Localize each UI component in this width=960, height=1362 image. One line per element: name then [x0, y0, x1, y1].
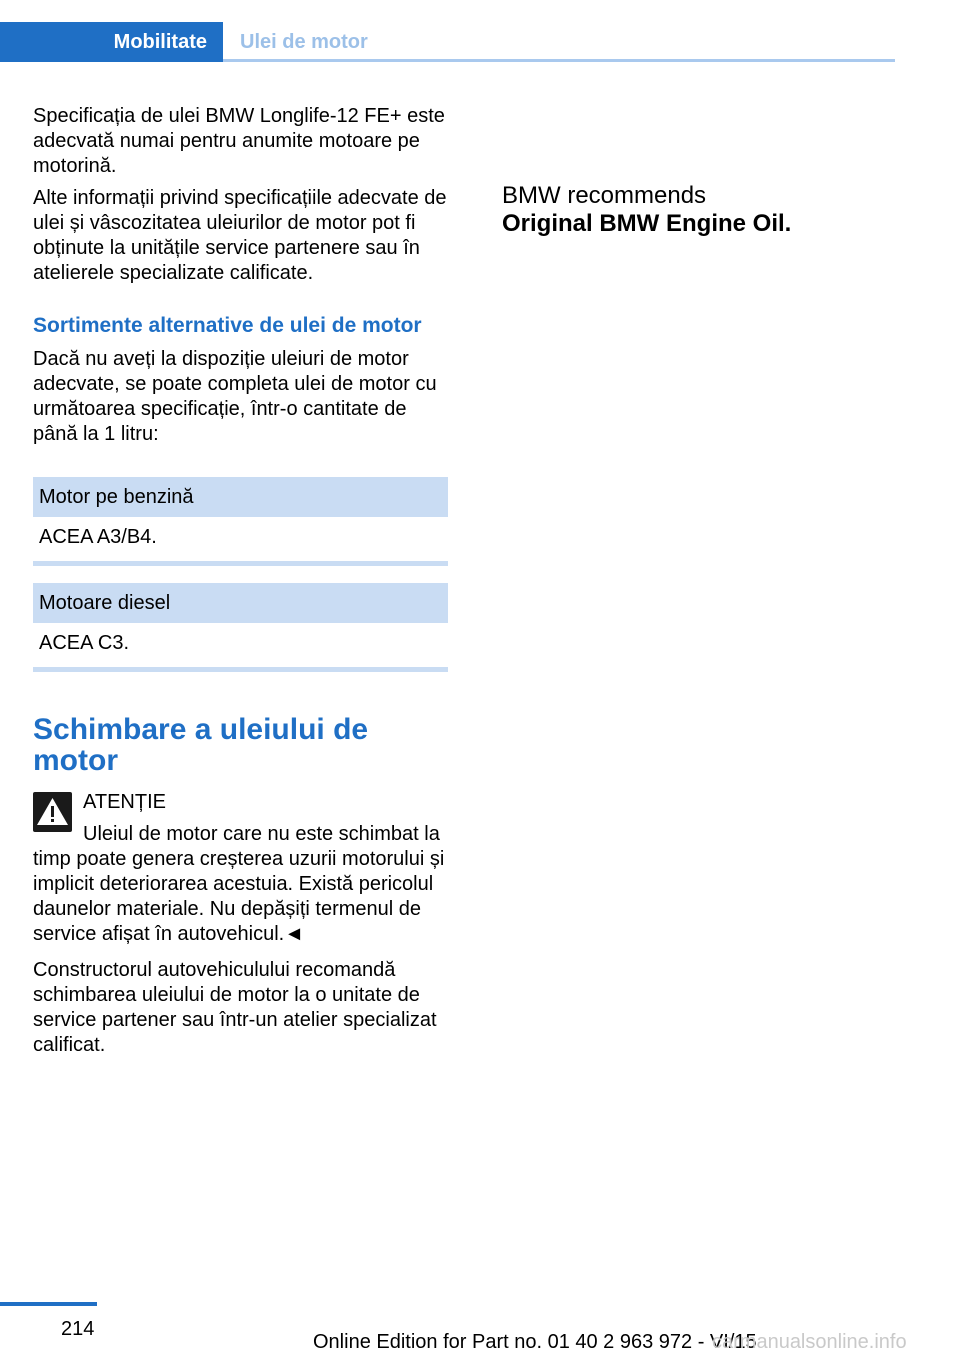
- paragraph-info: Alte informații privind specificațiile adecvate de ulei și vâscozitatea uleiurilor de motor pot fi obținute la unitățile service partenere sau în atelierele specializate calificate.: [33, 187, 447, 284]
- heading-oil-change: Schimbare a uleiului de motor: [33, 713, 369, 777]
- ad-line-oil: Original BMW Engine Oil.: [502, 210, 792, 237]
- paragraph-alternative: Dacă nu aveți la dispoziție uleiuri de motor adecvate, se poate completa ulei de motor cu următoarea specificație, într-o cantitate de până la 1 litru:: [33, 348, 437, 445]
- table-cell: ACEA C3.: [39, 632, 130, 654]
- edition-note: Online Edition for Part no. 01 40 2 963 972 - VI/15: [313, 1331, 757, 1353]
- intro-block: [33, 104, 448, 286]
- ad-line-recommends: BMW recommends: [502, 182, 707, 209]
- heading-alternative-oils: Sortimente alternative de ulei de motor: [33, 314, 422, 337]
- page-number: 214: [61, 1318, 95, 1340]
- table-cell: ACEA A3/B4.: [39, 526, 157, 548]
- page-header: [0, 22, 895, 62]
- subsection-label: Ulei de motor: [240, 31, 368, 53]
- bmw-oil-ad: [502, 182, 791, 238]
- spec-table-diesel: [33, 583, 448, 672]
- warning-block: [33, 822, 448, 1058]
- paragraph-recommendation: Constructorul autovehiculului recomandă schimbarea uleiului de motor la o unitate de service partener sau într-un atelier specializat calificat.: [33, 959, 437, 1056]
- paragraph-longlife: Specificația de ulei BMW Longlife-12 FE+ este adecvată numai pentru anumite motoare pe motorină.: [33, 105, 445, 177]
- table-header: Motor pe benzină: [33, 477, 448, 517]
- table-header: Motoare diesel: [33, 583, 448, 623]
- table-bottom-rule: [33, 667, 448, 672]
- section-tab: [0, 22, 223, 62]
- page-number-rule: [0, 1302, 97, 1306]
- watermark: carmanualsonline.info: [712, 1331, 907, 1353]
- section-label: Mobilitate: [113, 31, 207, 53]
- warning-title: ATENȚIE: [83, 791, 166, 813]
- header-rule: [223, 59, 895, 62]
- table-bottom-rule: [33, 561, 448, 566]
- alt-oil-block: [33, 314, 448, 447]
- spec-table-petrol: [33, 477, 448, 566]
- warning-text: Uleiul de motor care nu este schimbat la timp poate genera creșterea uzurii motorului și implicit deteriorarea acestuia. Există pericolul daunelor materiale. Nu depășiți termenul de service afișat în autovehicul.◄: [33, 823, 445, 945]
- oil-change-block: [33, 714, 448, 776]
